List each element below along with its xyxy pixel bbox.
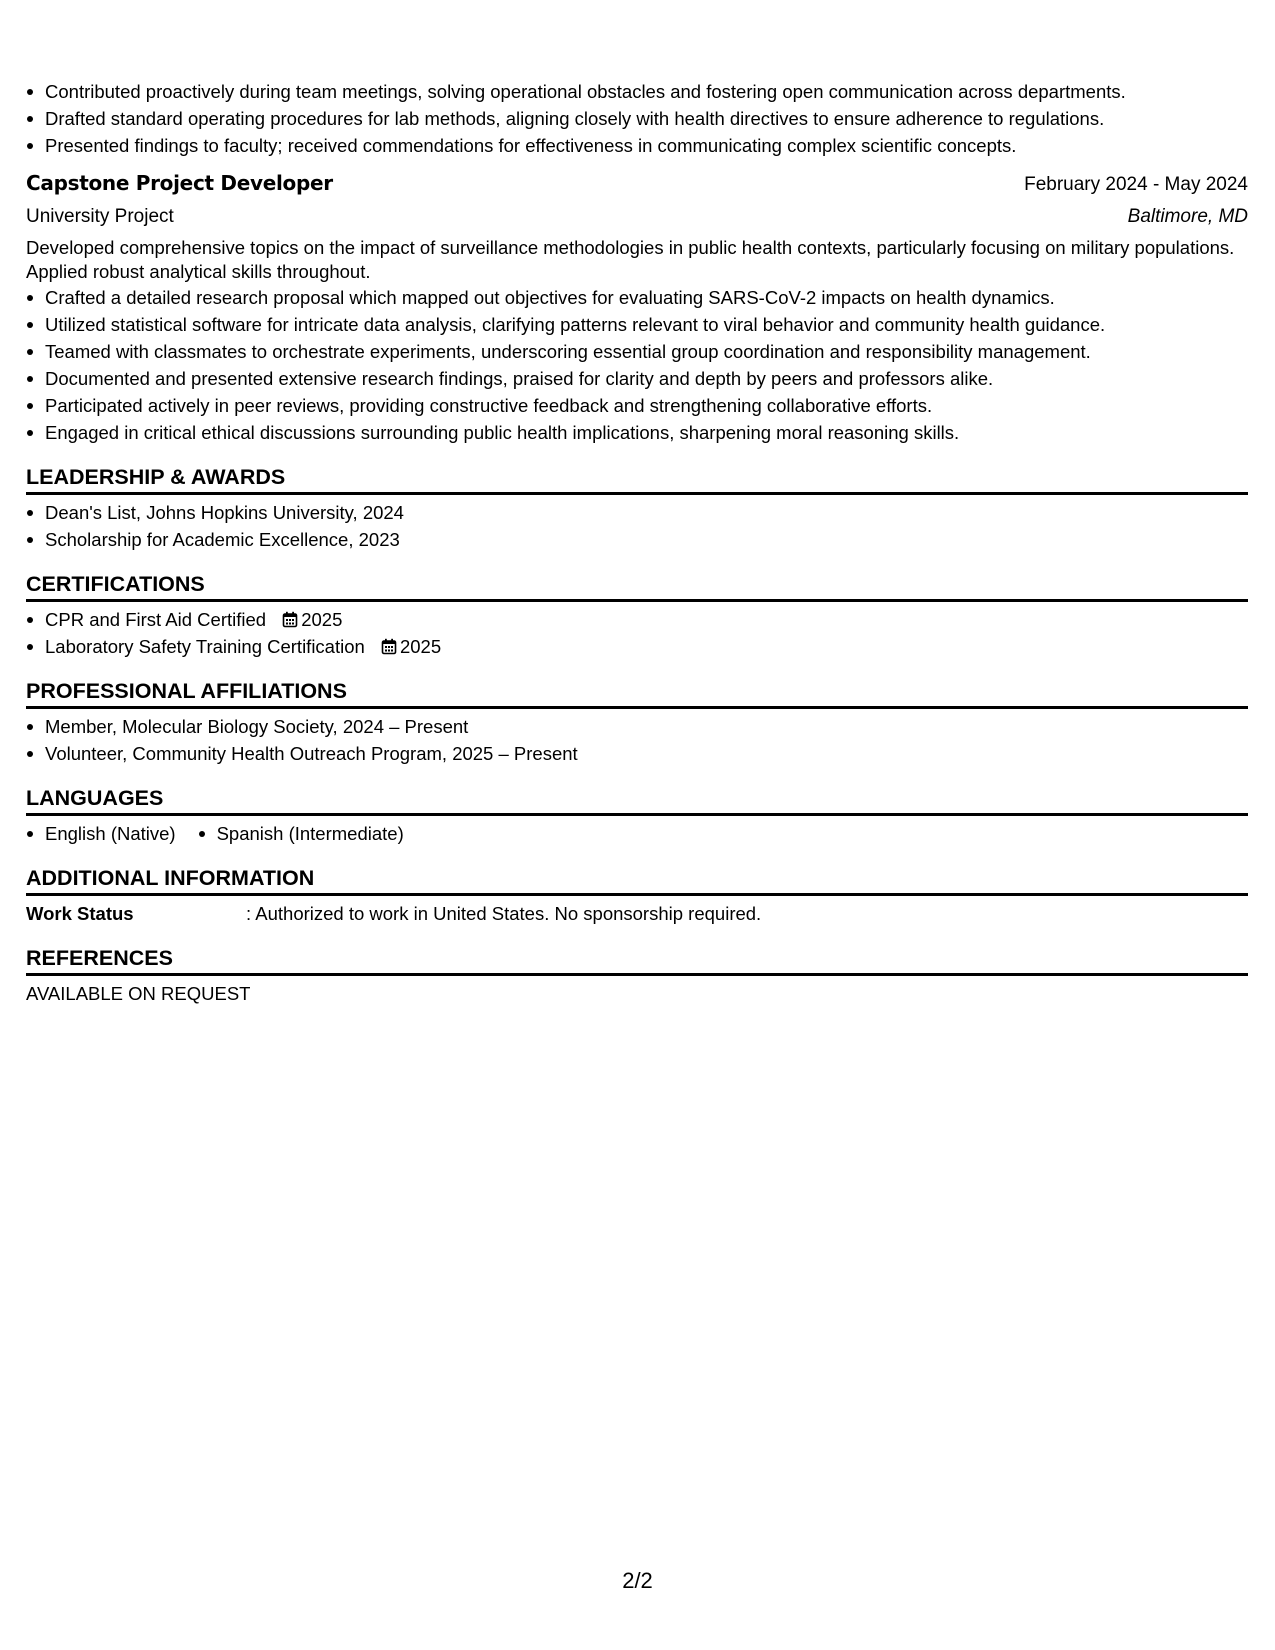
page-number: 2/2: [622, 1568, 653, 1593]
list-item: Documented and presented extensive research findings, praised for clarity and depth by peers and professors alike.: [26, 365, 1248, 392]
list-item: Utilized statistical software for intricate data analysis, clarifying patterns relevant to viral behavior and community health guidance.: [26, 311, 1248, 338]
certification-name: CPR and First Aid Certified: [45, 609, 267, 630]
certifications-list: [26, 606, 1248, 660]
section-title-leadership: LEADERSHIP & AWARDS: [26, 463, 1248, 495]
certification-year: 2025: [301, 609, 343, 630]
calendar-icon: [282, 611, 298, 628]
certification-name: Laboratory Safety Training Certification: [45, 636, 365, 657]
list-item: Contributed proactively during team meetings, solving operational obstacles and fostering open communication across departments.: [26, 78, 1248, 105]
work-status-row: [26, 900, 1248, 927]
languages-list: [26, 820, 1248, 847]
list-item: Scholarship for Academic Excellence, 2023: [26, 526, 1248, 553]
references-text: AVAILABLE ON REQUEST: [26, 983, 251, 1004]
affiliations-list: [26, 713, 1248, 767]
section-title-additional: ADDITIONAL INFORMATION: [26, 864, 1248, 896]
work-status-label: Work Status: [26, 903, 134, 924]
list-item: Participated actively in peer reviews, providing constructive feedback and strengthening collaborative efforts.: [26, 392, 1248, 419]
list-item: Volunteer, Community Health Outreach Program, 2025 – Present: [26, 740, 1248, 767]
job-dates: February 2024 - May 2024: [1024, 174, 1248, 195]
work-status-value: : Authorized to work in United States. No sponsorship required.: [246, 903, 762, 924]
list-item: Engaged in critical ethical discussions surrounding public health implications, sharpening moral reasoning skills.: [26, 419, 1248, 446]
job-description: Developed comprehensive topics on the impact of surveillance methodologies in public health contexts, particularly focusing on military populations. Applied robust analytical skills throughout.: [26, 237, 1235, 282]
list-item: Dean's List, Johns Hopkins University, 2024: [26, 499, 1248, 526]
job-subheader: [26, 201, 1248, 232]
section-title-languages: LANGUAGES: [26, 784, 1248, 816]
intro-bullet-list: [26, 78, 1248, 159]
list-item: Presented findings to faculty; received commendations for effectiveness in communicating complex scientific concepts.: [26, 132, 1248, 159]
leadership-list: [26, 499, 1248, 553]
list-item: Member, Molecular Biology Society, 2024 – Present: [26, 713, 1248, 740]
list-item: Drafted standard operating procedures for lab methods, aligning closely with health directives to ensure adherence to regulations.: [26, 105, 1248, 132]
calendar-icon: [381, 638, 397, 655]
list-item: [26, 606, 1248, 633]
list-item: Spanish (Intermediate): [198, 820, 404, 847]
section-title-certifications: CERTIFICATIONS: [26, 570, 1248, 602]
list-item: English (Native): [26, 820, 176, 847]
job-header: [26, 167, 1248, 201]
job-location: Baltimore, MD: [1127, 206, 1248, 227]
section-title-references: REFERENCES: [26, 944, 1248, 976]
list-item: Teamed with classmates to orchestrate experiments, underscoring essential group coordination and responsibility management.: [26, 338, 1248, 365]
job-organization: University Project: [26, 206, 174, 227]
section-title-affiliations: PROFESSIONAL AFFILIATIONS: [26, 677, 1248, 709]
job-bullet-list: [26, 284, 1248, 446]
certification-year: 2025: [399, 636, 442, 657]
resume-page: [26, 78, 1248, 1007]
list-item: [26, 633, 1248, 660]
list-item: Crafted a detailed research proposal which mapped out objectives for evaluating SARS-CoV-2 impacts on health dynamics.: [26, 284, 1248, 311]
job-title: Capstone Project Developer: [26, 171, 333, 195]
